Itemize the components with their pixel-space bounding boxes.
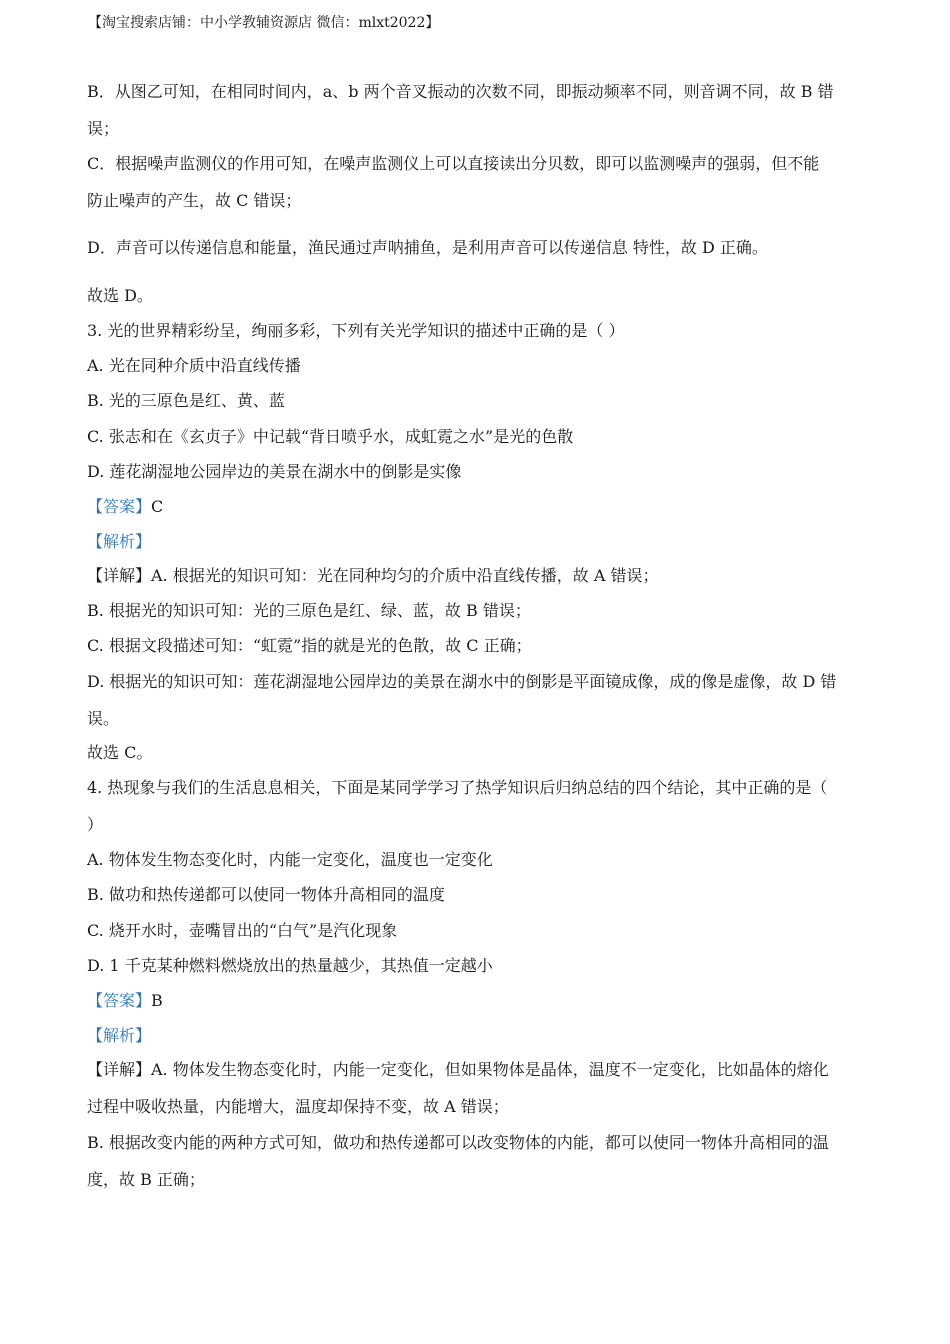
q4-stem: 4. 热现象与我们的生活息息相关，下面是某同学学习了热学知识后归纳总结的四个结论，其中正确的是（ [87, 778, 828, 797]
q3-detail-d: D. 根据光的知识可知：莲花湖湿地公园岸边的美景在湖水中的倒影是平面镜成像，成的像是虚像，故 D 错 [87, 672, 837, 691]
q4-detail-a: 【详解】A. 物体发生物态变化时，内能一定变化，但如果物体是晶体，温度不一定变化，比如晶体的熔化 [87, 1060, 829, 1079]
q2-conclusion: 故选 D。 [87, 286, 153, 305]
q4-option-d: D. 1 千克某种燃料燃烧放出的热量越少，其热值一定越小 [87, 956, 493, 975]
q4-answer-value: B [151, 991, 163, 1010]
q3-option-b: B. 光的三原色是红、黄、蓝 [87, 391, 285, 410]
q4-option-a: A. 物体发生物态变化时，内能一定变化，温度也一定变化 [87, 850, 493, 869]
q4-stem-cont: ） [87, 815, 104, 834]
q2-option-b-explanation: B．从图乙可知，在相同时间内，a、b 两个音叉振动的次数不同，即振动频率不同，则音调不同，故 B 错 [87, 82, 834, 101]
q2-option-b-explanation-cont: 误； [87, 119, 120, 138]
answer-tag: 【答案】 [87, 991, 152, 1010]
q4-detail-b: B. 根据改变内能的两种方式可知，做功和热传递都可以改变物体的内能，都可以使同一物体升高相同的温 [87, 1133, 829, 1152]
q3-detail-b: B. 根据光的知识可知：光的三原色是红、绿、蓝，故 B 错误； [87, 601, 531, 620]
q4-detail-a-cont: 过程中吸收热量，内能增大，温度却保持不变，故 A 错误； [87, 1097, 509, 1116]
q3-detail-a: 【详解】A. 根据光的知识可知：光在同种均匀的介质中沿直线传播，故 A 错误； [87, 566, 659, 585]
q3-option-d: D. 莲花湖湿地公园岸边的美景在湖水中的倒影是实像 [87, 462, 462, 481]
q3-detail-c: C. 根据文段描述可知：“虹霓”指的就是光的色散，故 C 正确； [87, 636, 532, 655]
analysis-tag: 【解析】 [87, 1026, 152, 1045]
q2-option-d-explanation: D．声音可以传递信息和能量，渔民通过声呐捕鱼，是利用声音可以传递信息 特性，故 D 正确。 [87, 238, 768, 257]
q3-analysis-tag [87, 531, 151, 553]
q3-detail-d-cont: 误。 [87, 709, 120, 728]
q4-option-b: B. 做功和热传递都可以使同一物体升高相同的温度 [87, 885, 445, 904]
q3-option-a: A. 光在同种介质中沿直线传播 [87, 356, 301, 375]
answer-tag: 【答案】 [87, 497, 152, 516]
page-header: 【淘宝搜索店铺：中小学教辅资源店 微信：mlxt2022】 [88, 15, 440, 31]
q3-option-c: C. 张志和在《玄贞子》中记载“背日喷乎水，成虹霓之水”是光的色散 [87, 427, 574, 446]
q3-answer-value: C [151, 497, 164, 516]
q4-option-c: C. 烧开水时，壶嘴冒出的“白气”是汽化现象 [87, 921, 398, 940]
q3-conclusion: 故选 C。 [87, 743, 153, 762]
q4-detail-b-cont: 度，故 B 正确； [87, 1170, 205, 1189]
q2-option-c-explanation: C．根据噪声监测仪的作用可知，在噪声监测仪上可以直接读出分贝数，即可以监测噪声的强弱，但不能 [87, 154, 820, 173]
q3-stem: 3. 光的世界精彩纷呈，绚丽多彩，下列有关光学知识的描述中正确的是（ ） [87, 321, 625, 340]
q2-option-c-explanation-cont: 防止噪声的产生，故 C 错误； [87, 191, 302, 210]
q4-analysis-tag [87, 1025, 151, 1047]
q3-answer-row [87, 496, 163, 518]
q4-answer-row [87, 990, 163, 1012]
analysis-tag: 【解析】 [87, 532, 152, 551]
